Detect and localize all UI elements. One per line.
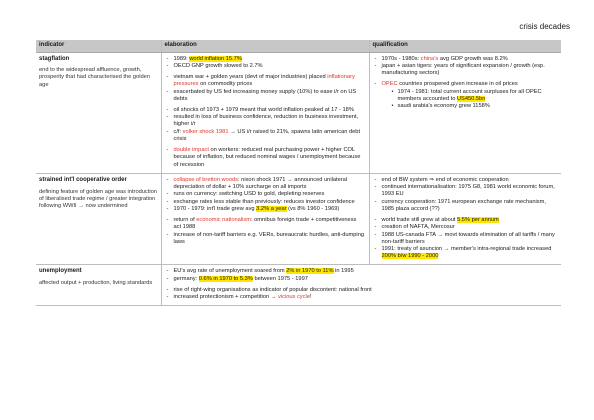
highlighted-text: 3.2% a year [256, 205, 287, 212]
indicator-title: strained int'l cooperative order [39, 176, 127, 183]
bullet-text: world trade still grew at about [381, 217, 458, 224]
bullet-item [382, 246, 559, 260]
highlighted-text: 0.6% in 1970 to 5.3% [198, 275, 253, 282]
bullet-item [382, 63, 559, 77]
sub-bullet-list [382, 89, 559, 111]
bullet-text: runs on currency: switching USD to gold, depleting reserves [173, 191, 325, 198]
bullet-item [382, 217, 559, 224]
bullet-text: exchange rates less stable than previously: reduces investor confidence [173, 198, 355, 205]
bullet-text: saudi arabia's economy grew 1158% [397, 103, 490, 110]
bullet-text: avg GDP growth was 8.2% [438, 55, 508, 62]
bullet-item [398, 103, 559, 110]
bullet-text: 1989: [173, 55, 190, 62]
elaboration-list [165, 268, 559, 301]
bullet-item [174, 268, 559, 275]
bullet-text: rise of right-wing organisations as indicator of popular discontent: national front [173, 286, 372, 293]
emphasis-text: china's [420, 55, 439, 62]
highlighted-text: world inflation 15.7% [189, 55, 242, 62]
bullet-text: exacerbated by US fed increasing money supply (10%) to ease i/r on US debts [173, 88, 357, 102]
bullet-item [382, 81, 559, 110]
bullet-item [174, 129, 366, 143]
bullet-text: return of [173, 217, 197, 224]
qualification-cell [369, 173, 561, 265]
bullet-text: on workers: reduced real purchasing power + higher COL because of inflation, but reduced nominal wages / unemployment because of recession [173, 147, 361, 168]
bullet-item [174, 177, 366, 191]
highlighted-text: 5.5% per annum [457, 217, 499, 224]
bullet-item [174, 276, 559, 283]
bullet-text: currency cooperation: 1971 european exchange rate mechanism, 1985 plaza accord (??) [381, 198, 546, 212]
bullet-text: (vs 8% 1960 - 1969) [286, 205, 340, 212]
bullet-item [174, 63, 366, 70]
qualification-list [373, 56, 559, 111]
bullet-text: 1988 US-canada FTA → movt towards elimination of all tariffs / many non-tariff barriers [381, 231, 555, 245]
bullet-text: EU's avg rate of unemployment soared from [173, 268, 287, 275]
bullet-text: increase of non-tariff barriers e.g. VERs, bureaucratic hurdles, anti-dumping laws [173, 231, 365, 245]
header-qualification: qualification [369, 40, 561, 52]
document-title: crisis decades [519, 22, 570, 31]
header-indicator: indicator [36, 40, 161, 52]
bullet-text: resulted in loss of business confidence, reduction in business investment, higher i/r [173, 114, 359, 128]
emphasis-text: vicious cycle [277, 294, 310, 301]
bullet-item [174, 232, 366, 246]
crisis-table [36, 40, 561, 306]
bullet-text: : omnibus foreign trade + competitiveness act 1988 [173, 217, 357, 231]
bullet-item [174, 147, 366, 169]
header-row [36, 40, 561, 52]
emphasis-text: double impact [173, 147, 209, 154]
bullet-text: ! [309, 294, 312, 301]
bullet-text: countries prospered given increase in oil prices [397, 81, 518, 88]
bullet-item [174, 199, 366, 206]
emphasis-text: inflationary pressures [173, 74, 355, 88]
bullet-item [174, 107, 366, 114]
elaboration-list [165, 177, 366, 246]
bullet-text: in 1995 [333, 268, 354, 275]
bullet-item [174, 191, 366, 198]
bullet-text: between 1975 - 1997 [252, 275, 308, 282]
highlighted-text: 200% b/w 1990 - 2000 [381, 253, 439, 260]
indicator-description: end to the widespread affluence, growth, prosperity that had characterised the golden age [39, 67, 150, 88]
bullet-text: end of BW system ⇒ end of economic cooperation [381, 176, 509, 183]
bullet-text: japan + asian tigers: years of significant expansion / growth (esp. manufacturing sectors) [381, 62, 545, 77]
bullet-item [398, 89, 559, 103]
indicator-title: stagflation [39, 55, 70, 62]
bullet-text: vietnam war + golden years (devt of major industries) placed [173, 74, 328, 81]
bullet-item [174, 294, 559, 301]
highlighted-text: 2% in 1970 to 11% [286, 268, 334, 275]
bullet-text: 1974 - 1981: total current account surpluses for all OPEC members accounted to [397, 88, 542, 102]
bullet-text: oil shocks of 1973 + 1979 meant that world inflation peaked at 17 - 18% [173, 107, 354, 114]
elaboration-cell [161, 265, 561, 306]
emphasis-text: economic nationalism [196, 217, 251, 224]
emphasis-text: volker shock 1981 [182, 128, 229, 135]
qualification-list [373, 177, 559, 261]
bullet-item [174, 56, 366, 63]
indicator-description: affected output + production, living standards [39, 280, 153, 287]
bullet-item [382, 56, 559, 63]
bullet-text: germany: [173, 275, 199, 282]
qualification-cell [369, 52, 561, 173]
emphasis-text: collapse of bretton woods [173, 176, 238, 183]
indicator-title: unemployment [39, 268, 82, 275]
bullet-item [382, 224, 559, 231]
indicator-description: defining feature of golden age was introduction of liberalised trade regime / greater integration following WWII → now undermined [39, 188, 157, 209]
bullet-item [174, 206, 366, 213]
table-row [36, 52, 561, 173]
bullet-item [382, 177, 559, 184]
header-elaboration: elaboration [161, 40, 369, 52]
emphasis-text: OPEC [381, 81, 398, 88]
bullet-item [174, 74, 366, 88]
bullet-item [174, 287, 559, 294]
bullet-text: : nixon shock 1971 → announced unilateral depreciation of dollar + 10% surcharge on all imports [173, 176, 348, 191]
indicator-cell [36, 265, 161, 306]
elaboration-cell [161, 173, 369, 265]
table-row [36, 173, 561, 265]
indicator-cell [36, 52, 161, 173]
bullet-item [382, 232, 559, 246]
elaboration-cell [161, 52, 369, 173]
bullet-text: 1970s - 1980s: [381, 55, 421, 62]
bullet-text: 1991: treaty of asuncion → member's intra-regional trade increased [381, 246, 552, 252]
bullet-item [174, 89, 366, 103]
bullet-text: on commodity prices [198, 81, 253, 88]
bullet-text: OECD GNP growth slowed to 2.7% [173, 62, 263, 69]
bullet-item [382, 199, 559, 213]
bullet-text: increased protectionism + competition → [173, 294, 278, 301]
indicator-cell [36, 173, 161, 265]
highlighted-text: US450.5bn [456, 95, 486, 102]
bullet-text: c/f: [173, 128, 183, 135]
bullet-item [174, 114, 366, 128]
bullet-text: continued internationalisation: 1975 G8, 1981 world economic forum, 1993 EU [381, 184, 555, 198]
elaboration-list [165, 56, 366, 169]
bullet-text: 1970 - 1979: int'l trade grew avg [173, 205, 257, 212]
table-row [36, 265, 561, 306]
bullet-text: creation of NAFTA, Mercosur [381, 224, 455, 231]
bullet-text: → US i/r raised to 21%, spawns latin american debt crisis [173, 128, 361, 142]
bullet-item [382, 184, 559, 198]
bullet-item [174, 217, 366, 231]
